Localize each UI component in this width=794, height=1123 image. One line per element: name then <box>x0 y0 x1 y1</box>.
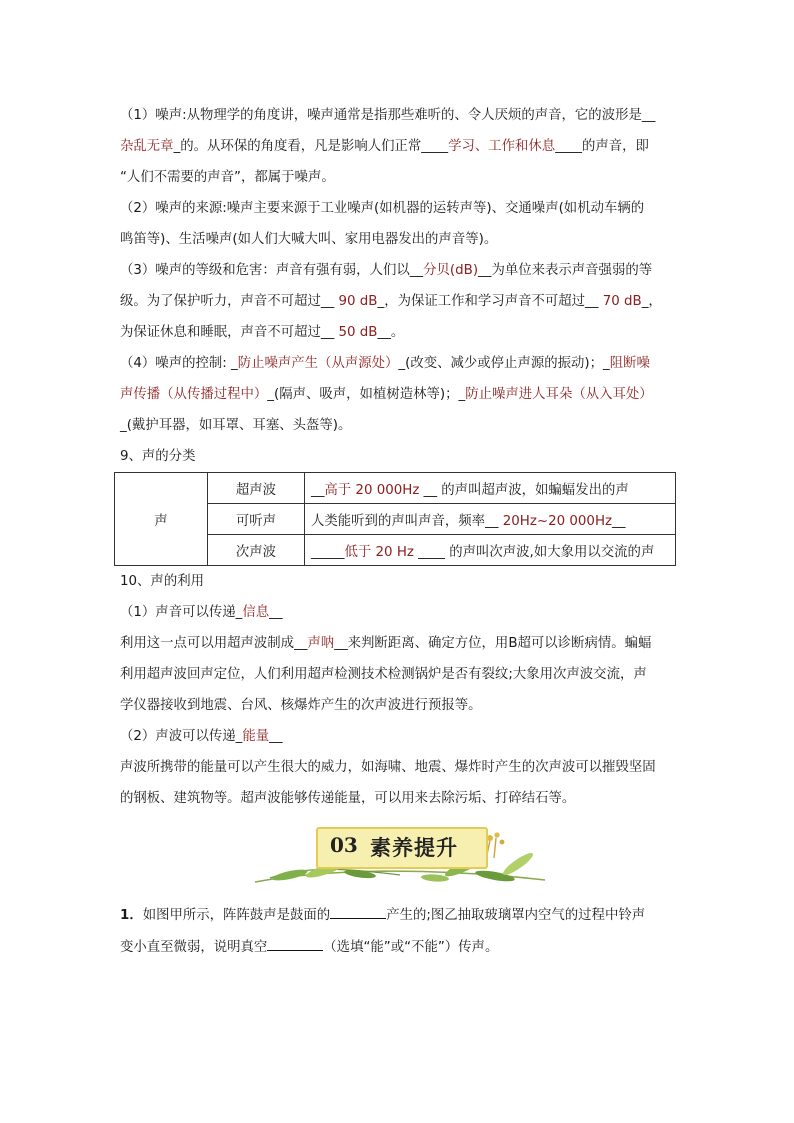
answer-text: 杂乱无章 <box>120 139 174 154</box>
answer-text: 低于 20 Hz <box>344 544 414 560</box>
text: __ <box>269 729 283 744</box>
noise-p4-line3 <box>120 410 682 441</box>
text: 的声音，即 <box>581 139 649 154</box>
usage-p1-line3: 学仪器接收到地震、台风、核爆炸产生的次声波进行预报等。 <box>120 698 482 713</box>
answer-text: 分贝(dB) <box>423 263 479 278</box>
blank: ____ <box>421 139 449 154</box>
noise-p2-line2 <box>120 224 682 255</box>
text: __ <box>311 482 325 498</box>
answer-text: 防止噪声产生（从声源处） <box>237 356 399 371</box>
table-desc-cell <box>305 473 676 504</box>
answer-text: 阻断噪 <box>609 356 650 371</box>
section-banner <box>120 820 682 890</box>
text: “人们不需要的声音”，都属于噪声。 <box>120 170 335 185</box>
table-desc-cell <box>305 504 676 535</box>
text: （2）声波可以传递_ <box>120 729 243 744</box>
text: 级。为了保护听力，声音不可超过__ <box>120 294 335 309</box>
answer-text: 学习、工作和休息 <box>448 139 556 154</box>
noise-p4-line2 <box>120 379 682 410</box>
text: _，为保证工作和学习声音不可超过__ <box>377 294 599 309</box>
section-title: 素养提升 <box>370 836 458 860</box>
text: （2）噪声的来源:噪声主要来源于工业噪声(如机器的运转声等)、交通噪声(如机动车辆的 <box>120 201 645 216</box>
answer-text: 高于 20 000Hz <box>324 482 420 498</box>
noise-p3-line2 <box>120 286 682 317</box>
text: （3）噪声的等级和危害：声音有强有弱，人们以__ <box>120 263 424 278</box>
noise-p4-line1 <box>120 348 682 379</box>
text: __ 的声叫超声波，如蝙蝠发出的声 <box>419 482 629 498</box>
text: （1）声音可以传递_ <box>120 605 243 620</box>
text: __ <box>269 605 283 620</box>
answer-text: 70 dB <box>598 294 642 309</box>
noise-p3-line1 <box>120 255 682 286</box>
text: _的。从环保的角度看，凡是影响人们正常 <box>173 139 422 154</box>
text: __ <box>612 513 626 529</box>
answer-text: 声传播（从传播过程中） <box>120 387 268 402</box>
text: _， <box>641 294 662 309</box>
usage-p2-line2: 的钢板、建筑物等。超声波能够传递能量，可以用来去除污垢、打碎结石等。 <box>120 791 576 806</box>
answer-text: 声呐 <box>307 636 335 651</box>
usage-p1-title <box>120 597 682 628</box>
text: 产生的;图乙抽取玻璃罩内空气的过程中铃声 <box>386 908 646 923</box>
noise-p1-line1 <box>120 100 682 131</box>
classification-table <box>114 472 676 566</box>
text: 鸣笛等)、生活噪声(如人们大喊大叫、家用电器发出的声音等)。 <box>120 232 498 247</box>
text: __。 <box>377 325 405 340</box>
text: 如图甲所示，阵阵鼓声是鼓面的 <box>142 908 331 923</box>
text: 变小直至微弱，说明真空 <box>120 940 268 955</box>
text: 人类能听到的声叫声音，频率__ <box>311 513 503 529</box>
answer-blank[interactable] <box>267 937 323 951</box>
noise-p2-line1 <box>120 193 682 224</box>
usage-heading: 10、声的利用 <box>120 574 204 589</box>
table-type-cell: 可听声 <box>208 504 305 535</box>
blank: ____ <box>555 139 582 154</box>
text: _(改变、减少或停止声源的振动)；_ <box>398 356 610 371</box>
noise-p1-line3 <box>120 162 682 193</box>
answer-text: 50 dB <box>334 325 378 340</box>
question-number: 1． <box>120 908 143 923</box>
noise-p3-line3 <box>120 317 682 348</box>
answer-text: 信息 <box>242 605 270 620</box>
text: （1）噪声:从物理学的角度讲，噪声通常是指那些难听的、令人厌烦的声音，它的波形是__ <box>120 108 656 123</box>
classification-heading: 9、声的分类 <box>120 449 196 464</box>
table-row <box>115 473 676 504</box>
text: （选填“能”或“不能”）传声。 <box>323 940 499 955</box>
answer-text: 20Hz~20 000Hz <box>502 513 613 529</box>
text: __来判断距离、确定方位，用B超可以诊断病情。蝙蝠 <box>334 636 652 651</box>
answer-text: 防止噪声进人耳朵（从入耳处） <box>465 387 653 402</box>
usage-p2-line1: 声波所携带的能量可以产生很大的威力，如海啸、地震、爆炸时产生的次声波可以摧毁坚固 <box>120 760 656 775</box>
text: _(戴护耳器，如耳罩、耳塞、头盔等)。 <box>120 418 352 433</box>
question-1-line1 <box>120 900 682 932</box>
text: ____ 的声叫次声波,如大象用以交流的声 <box>413 544 655 560</box>
answer-text: 90 dB <box>334 294 378 309</box>
text: _____ <box>311 544 345 560</box>
text: _(隔声、吸声，如植树造林等)；_ <box>267 387 466 402</box>
table-type-cell: 次声波 <box>208 535 305 566</box>
noise-p1-line2 <box>120 131 682 162</box>
text: __为单位来表示声音强弱的等 <box>478 263 653 278</box>
text: 为保证休息和睡眠，声音不可超过__ <box>120 325 335 340</box>
text: （4）噪声的控制: _ <box>120 356 238 371</box>
usage-p1-line1 <box>120 628 682 659</box>
usage-p2-title <box>120 721 682 752</box>
table-type-cell: 超声波 <box>208 473 305 504</box>
section-number: 03 <box>330 833 358 857</box>
page-content <box>120 100 682 964</box>
usage-p1-line2: 利用超声波回声定位，人们利用超声检测技术检测锅炉是否有裂纹;大象用次声波交流，声 <box>120 667 647 682</box>
question-1-line2 <box>120 932 682 964</box>
answer-text: 能量 <box>242 729 270 744</box>
answer-blank[interactable] <box>330 905 386 919</box>
table-desc-cell <box>305 535 676 566</box>
text: 利用这一点可以用超声波制成__ <box>120 636 308 651</box>
table-main-label: 声 <box>115 473 208 566</box>
